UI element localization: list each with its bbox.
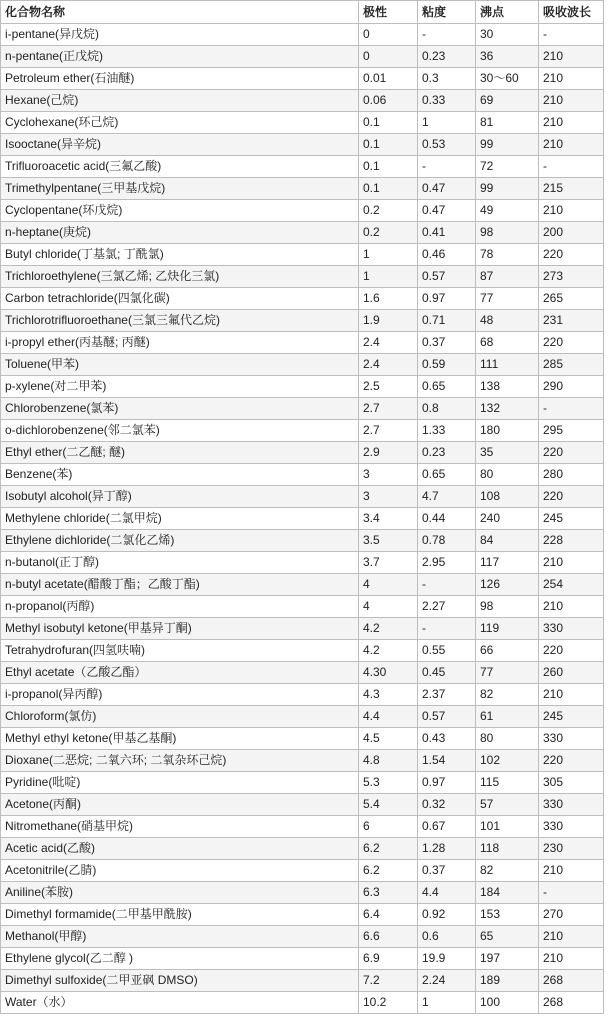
- cell-absorption-wavelength: 210: [539, 948, 604, 970]
- cell-polarity: 1: [359, 244, 418, 266]
- cell-compound-name: n-pentane(正戊烷): [1, 46, 359, 68]
- cell-viscosity: 1: [418, 112, 476, 134]
- cell-compound-name: n-propanol(丙醇): [1, 596, 359, 618]
- cell-boiling-point: 138: [476, 376, 539, 398]
- table-row: [1, 728, 604, 750]
- cell-viscosity: 0.92: [418, 904, 476, 926]
- cell-viscosity: 1.54: [418, 750, 476, 772]
- cell-compound-name: Dimethyl sulfoxide(二甲亚砜 DMSO): [1, 970, 359, 992]
- cell-absorption-wavelength: 330: [539, 816, 604, 838]
- cell-polarity: 0: [359, 24, 418, 46]
- cell-absorption-wavelength: 200: [539, 222, 604, 244]
- header-compound-name: 化合物名称: [1, 1, 359, 24]
- cell-viscosity: -: [418, 156, 476, 178]
- cell-viscosity: 0.67: [418, 816, 476, 838]
- cell-polarity: 5.3: [359, 772, 418, 794]
- cell-polarity: 1: [359, 266, 418, 288]
- cell-compound-name: Methanol(甲醇): [1, 926, 359, 948]
- cell-absorption-wavelength: 231: [539, 310, 604, 332]
- cell-compound-name: Tetrahydrofuran(四氢呋喃): [1, 640, 359, 662]
- cell-boiling-point: 77: [476, 662, 539, 684]
- cell-viscosity: 0.71: [418, 310, 476, 332]
- cell-boiling-point: 82: [476, 860, 539, 882]
- table-row: [1, 244, 604, 266]
- cell-polarity: 2.4: [359, 354, 418, 376]
- table-row: [1, 310, 604, 332]
- cell-viscosity: 0.6: [418, 926, 476, 948]
- cell-viscosity: 0.23: [418, 46, 476, 68]
- cell-absorption-wavelength: 305: [539, 772, 604, 794]
- cell-polarity: 6.2: [359, 838, 418, 860]
- cell-compound-name: Ethylene glycol(乙二醇 ): [1, 948, 359, 970]
- cell-boiling-point: 30～60: [476, 68, 539, 90]
- table-row: [1, 816, 604, 838]
- cell-compound-name: i-propanol(异丙醇): [1, 684, 359, 706]
- cell-boiling-point: 35: [476, 442, 539, 464]
- cell-absorption-wavelength: 220: [539, 442, 604, 464]
- cell-compound-name: Hexane(己烷): [1, 90, 359, 112]
- cell-absorption-wavelength: -: [539, 24, 604, 46]
- header-boiling-point: 沸点: [476, 1, 539, 24]
- cell-polarity: 6: [359, 816, 418, 838]
- cell-polarity: 3.5: [359, 530, 418, 552]
- table-row: [1, 684, 604, 706]
- table-row: [1, 376, 604, 398]
- table-row: [1, 442, 604, 464]
- cell-compound-name: Water（水）: [1, 992, 359, 1014]
- cell-compound-name: Dimethyl formamide(二甲基甲酰胺): [1, 904, 359, 926]
- cell-polarity: 6.6: [359, 926, 418, 948]
- cell-absorption-wavelength: 230: [539, 838, 604, 860]
- cell-polarity: 10.2: [359, 992, 418, 1014]
- table-row: [1, 222, 604, 244]
- cell-polarity: 0.1: [359, 156, 418, 178]
- cell-boiling-point: 61: [476, 706, 539, 728]
- cell-viscosity: 0.41: [418, 222, 476, 244]
- cell-compound-name: Trichloroethylene(三氯乙烯; 乙炔化三氯): [1, 266, 359, 288]
- cell-boiling-point: 119: [476, 618, 539, 640]
- cell-boiling-point: 66: [476, 640, 539, 662]
- cell-absorption-wavelength: 330: [539, 728, 604, 750]
- table-row: [1, 750, 604, 772]
- cell-boiling-point: 81: [476, 112, 539, 134]
- cell-absorption-wavelength: 330: [539, 618, 604, 640]
- cell-polarity: 4: [359, 596, 418, 618]
- cell-compound-name: Chlorobenzene(氯苯): [1, 398, 359, 420]
- cell-viscosity: 1.28: [418, 838, 476, 860]
- cell-polarity: 5.4: [359, 794, 418, 816]
- table-row: [1, 46, 604, 68]
- cell-boiling-point: 68: [476, 332, 539, 354]
- cell-polarity: 4.2: [359, 640, 418, 662]
- cell-polarity: 0: [359, 46, 418, 68]
- cell-polarity: 0.1: [359, 112, 418, 134]
- table-row: [1, 530, 604, 552]
- cell-boiling-point: 69: [476, 90, 539, 112]
- cell-viscosity: 0.57: [418, 706, 476, 728]
- cell-viscosity: 0.57: [418, 266, 476, 288]
- cell-boiling-point: 189: [476, 970, 539, 992]
- cell-compound-name: Trifluoroacetic acid(三氟乙酸): [1, 156, 359, 178]
- cell-boiling-point: 99: [476, 134, 539, 156]
- cell-absorption-wavelength: 330: [539, 794, 604, 816]
- table-row: [1, 266, 604, 288]
- cell-compound-name: Dioxane(二恶烷; 二氧六环; 二氧杂环己烷): [1, 750, 359, 772]
- cell-viscosity: -: [418, 618, 476, 640]
- cell-polarity: 0.2: [359, 200, 418, 222]
- table-row: [1, 662, 604, 684]
- cell-compound-name: Toluene(甲苯): [1, 354, 359, 376]
- cell-boiling-point: 65: [476, 926, 539, 948]
- cell-absorption-wavelength: 270: [539, 904, 604, 926]
- cell-polarity: 3: [359, 464, 418, 486]
- table-row: [1, 508, 604, 530]
- cell-viscosity: 4.4: [418, 882, 476, 904]
- cell-viscosity: 0.65: [418, 464, 476, 486]
- cell-boiling-point: 118: [476, 838, 539, 860]
- table-row: [1, 838, 604, 860]
- cell-boiling-point: 101: [476, 816, 539, 838]
- cell-compound-name: Pyridine(吡啶): [1, 772, 359, 794]
- cell-polarity: 6.4: [359, 904, 418, 926]
- cell-compound-name: Methyl isobutyl ketone(甲基异丁酮): [1, 618, 359, 640]
- cell-viscosity: 19.9: [418, 948, 476, 970]
- table-row: [1, 178, 604, 200]
- cell-boiling-point: 87: [476, 266, 539, 288]
- table-row: [1, 860, 604, 882]
- cell-absorption-wavelength: 210: [539, 860, 604, 882]
- cell-polarity: 2.9: [359, 442, 418, 464]
- cell-boiling-point: 197: [476, 948, 539, 970]
- cell-viscosity: 4.7: [418, 486, 476, 508]
- cell-polarity: 0.1: [359, 178, 418, 200]
- cell-viscosity: 0.37: [418, 332, 476, 354]
- cell-polarity: 4.3: [359, 684, 418, 706]
- cell-absorption-wavelength: 215: [539, 178, 604, 200]
- cell-absorption-wavelength: 210: [539, 134, 604, 156]
- table-row: [1, 90, 604, 112]
- cell-compound-name: Trichlorotrifluoroethane(三氯三氟代乙烷): [1, 310, 359, 332]
- cell-boiling-point: 117: [476, 552, 539, 574]
- cell-boiling-point: 111: [476, 354, 539, 376]
- cell-boiling-point: 98: [476, 222, 539, 244]
- cell-polarity: 3.4: [359, 508, 418, 530]
- cell-absorption-wavelength: 228: [539, 530, 604, 552]
- cell-boiling-point: 49: [476, 200, 539, 222]
- cell-compound-name: Acetonitrile(乙腈): [1, 860, 359, 882]
- cell-compound-name: Cyclohexane(环己烷): [1, 112, 359, 134]
- table-row: [1, 618, 604, 640]
- cell-viscosity: 0.8: [418, 398, 476, 420]
- cell-viscosity: 0.43: [418, 728, 476, 750]
- table-row: [1, 552, 604, 574]
- cell-compound-name: o-dichlorobenzene(邻二氯苯): [1, 420, 359, 442]
- cell-boiling-point: 126: [476, 574, 539, 596]
- cell-viscosity: 0.55: [418, 640, 476, 662]
- cell-compound-name: Carbon tetrachloride(四氯化碳): [1, 288, 359, 310]
- cell-polarity: 6.9: [359, 948, 418, 970]
- table-row: [1, 596, 604, 618]
- cell-polarity: 7.2: [359, 970, 418, 992]
- cell-boiling-point: 80: [476, 464, 539, 486]
- cell-absorption-wavelength: 265: [539, 288, 604, 310]
- cell-absorption-wavelength: -: [539, 398, 604, 420]
- cell-polarity: 3: [359, 486, 418, 508]
- cell-boiling-point: 240: [476, 508, 539, 530]
- cell-compound-name: p-xylene(对二甲苯): [1, 376, 359, 398]
- table-row: [1, 464, 604, 486]
- cell-absorption-wavelength: 220: [539, 750, 604, 772]
- table-row: [1, 420, 604, 442]
- cell-compound-name: Nitromethane(硝基甲烷): [1, 816, 359, 838]
- cell-viscosity: 0.45: [418, 662, 476, 684]
- cell-polarity: 2.5: [359, 376, 418, 398]
- cell-polarity: 3.7: [359, 552, 418, 574]
- cell-absorption-wavelength: 210: [539, 684, 604, 706]
- table-body: [1, 24, 604, 1014]
- cell-compound-name: Trimethylpentane(三甲基戊烷): [1, 178, 359, 200]
- cell-polarity: 4.30: [359, 662, 418, 684]
- cell-compound-name: Ethyl ether(二乙醚; 醚): [1, 442, 359, 464]
- cell-viscosity: 0.65: [418, 376, 476, 398]
- cell-boiling-point: 180: [476, 420, 539, 442]
- cell-absorption-wavelength: 290: [539, 376, 604, 398]
- cell-polarity: 4.2: [359, 618, 418, 640]
- table-row: [1, 926, 604, 948]
- table-row: [1, 354, 604, 376]
- cell-boiling-point: 115: [476, 772, 539, 794]
- table-row: [1, 574, 604, 596]
- cell-boiling-point: 30: [476, 24, 539, 46]
- cell-boiling-point: 132: [476, 398, 539, 420]
- table-row: [1, 640, 604, 662]
- cell-boiling-point: 80: [476, 728, 539, 750]
- cell-viscosity: 0.3: [418, 68, 476, 90]
- cell-absorption-wavelength: 260: [539, 662, 604, 684]
- cell-viscosity: 0.97: [418, 288, 476, 310]
- cell-absorption-wavelength: 254: [539, 574, 604, 596]
- table-row: [1, 794, 604, 816]
- cell-compound-name: Isobutyl alcohol(异丁醇): [1, 486, 359, 508]
- cell-absorption-wavelength: 273: [539, 266, 604, 288]
- table-row: [1, 332, 604, 354]
- cell-absorption-wavelength: 210: [539, 112, 604, 134]
- table-row: [1, 112, 604, 134]
- cell-absorption-wavelength: -: [539, 882, 604, 904]
- cell-viscosity: -: [418, 574, 476, 596]
- table-row: [1, 904, 604, 926]
- cell-absorption-wavelength: 285: [539, 354, 604, 376]
- cell-compound-name: Methyl ethyl ketone(甲基乙基酮): [1, 728, 359, 750]
- cell-viscosity: 1: [418, 992, 476, 1014]
- cell-viscosity: 0.46: [418, 244, 476, 266]
- cell-compound-name: Acetone(丙酮): [1, 794, 359, 816]
- cell-viscosity: 2.27: [418, 596, 476, 618]
- cell-absorption-wavelength: 268: [539, 970, 604, 992]
- cell-polarity: 0.01: [359, 68, 418, 90]
- cell-absorption-wavelength: 210: [539, 552, 604, 574]
- cell-viscosity: 0.78: [418, 530, 476, 552]
- cell-boiling-point: 84: [476, 530, 539, 552]
- cell-compound-name: Chloroform(氯仿): [1, 706, 359, 728]
- cell-polarity: 0.06: [359, 90, 418, 112]
- table-row: [1, 24, 604, 46]
- cell-viscosity: 0.47: [418, 200, 476, 222]
- cell-absorption-wavelength: 210: [539, 926, 604, 948]
- cell-boiling-point: 102: [476, 750, 539, 772]
- cell-compound-name: n-butanol(正丁醇): [1, 552, 359, 574]
- cell-absorption-wavelength: 210: [539, 68, 604, 90]
- cell-compound-name: Ethyl acetate（乙酸乙酯）: [1, 662, 359, 684]
- table-row: [1, 970, 604, 992]
- cell-compound-name: i-pentane(异戊烷): [1, 24, 359, 46]
- cell-boiling-point: 78: [476, 244, 539, 266]
- cell-polarity: 6.3: [359, 882, 418, 904]
- cell-absorption-wavelength: 210: [539, 596, 604, 618]
- cell-compound-name: Petroleum ether(石油醚): [1, 68, 359, 90]
- cell-polarity: 0.1: [359, 134, 418, 156]
- cell-compound-name: Ethylene dichloride(二氯化乙烯): [1, 530, 359, 552]
- cell-boiling-point: 98: [476, 596, 539, 618]
- cell-absorption-wavelength: 245: [539, 706, 604, 728]
- cell-polarity: 4.4: [359, 706, 418, 728]
- cell-boiling-point: 82: [476, 684, 539, 706]
- cell-compound-name: Methylene chloride(二氯甲烷): [1, 508, 359, 530]
- cell-boiling-point: 108: [476, 486, 539, 508]
- table-row: [1, 156, 604, 178]
- table-header-row: [1, 1, 604, 24]
- table-row: [1, 398, 604, 420]
- cell-compound-name: n-butyl acetate(醋酸丁酯；乙酸丁酯): [1, 574, 359, 596]
- cell-absorption-wavelength: 295: [539, 420, 604, 442]
- cell-viscosity: 2.37: [418, 684, 476, 706]
- cell-absorption-wavelength: 245: [539, 508, 604, 530]
- cell-viscosity: 0.59: [418, 354, 476, 376]
- cell-polarity: 6.2: [359, 860, 418, 882]
- cell-viscosity: 0.23: [418, 442, 476, 464]
- cell-boiling-point: 184: [476, 882, 539, 904]
- cell-polarity: 2.7: [359, 420, 418, 442]
- cell-viscosity: 0.32: [418, 794, 476, 816]
- cell-absorption-wavelength: 220: [539, 244, 604, 266]
- cell-polarity: 4: [359, 574, 418, 596]
- table-row: [1, 882, 604, 904]
- table-row: [1, 288, 604, 310]
- cell-viscosity: 0.37: [418, 860, 476, 882]
- table-row: [1, 68, 604, 90]
- cell-absorption-wavelength: 210: [539, 200, 604, 222]
- cell-compound-name: Benzene(苯): [1, 464, 359, 486]
- cell-polarity: 4.8: [359, 750, 418, 772]
- cell-polarity: 4.5: [359, 728, 418, 750]
- cell-viscosity: 2.95: [418, 552, 476, 574]
- cell-absorption-wavelength: 220: [539, 332, 604, 354]
- cell-absorption-wavelength: 268: [539, 992, 604, 1014]
- cell-viscosity: -: [418, 24, 476, 46]
- cell-polarity: 1.6: [359, 288, 418, 310]
- cell-compound-name: i-propyl ether(丙基醚; 丙醚): [1, 332, 359, 354]
- cell-compound-name: n-heptane(庚烷): [1, 222, 359, 244]
- cell-viscosity: 0.53: [418, 134, 476, 156]
- cell-boiling-point: 36: [476, 46, 539, 68]
- header-absorption-wavelength: 吸收波长: [539, 1, 604, 24]
- cell-boiling-point: 153: [476, 904, 539, 926]
- cell-absorption-wavelength: 220: [539, 486, 604, 508]
- table-row: [1, 948, 604, 970]
- header-polarity: 极性: [359, 1, 418, 24]
- cell-boiling-point: 57: [476, 794, 539, 816]
- cell-compound-name: Acetic acid(乙酸): [1, 838, 359, 860]
- cell-viscosity: 0.47: [418, 178, 476, 200]
- cell-compound-name: Aniline(苯胺): [1, 882, 359, 904]
- cell-viscosity: 0.44: [418, 508, 476, 530]
- cell-viscosity: 1.33: [418, 420, 476, 442]
- cell-viscosity: 2.24: [418, 970, 476, 992]
- cell-absorption-wavelength: -: [539, 156, 604, 178]
- cell-compound-name: Isooctane(异辛烷): [1, 134, 359, 156]
- cell-absorption-wavelength: 210: [539, 90, 604, 112]
- table-row: [1, 134, 604, 156]
- cell-viscosity: 0.97: [418, 772, 476, 794]
- table-row: [1, 200, 604, 222]
- cell-absorption-wavelength: 210: [539, 46, 604, 68]
- cell-boiling-point: 77: [476, 288, 539, 310]
- header-viscosity: 粘度: [418, 1, 476, 24]
- cell-boiling-point: 48: [476, 310, 539, 332]
- cell-boiling-point: 72: [476, 156, 539, 178]
- cell-boiling-point: 100: [476, 992, 539, 1014]
- cell-compound-name: Cyclopentane(环戊烷): [1, 200, 359, 222]
- cell-compound-name: Butyl chloride(丁基氯; 丁酰氯): [1, 244, 359, 266]
- cell-absorption-wavelength: 220: [539, 640, 604, 662]
- cell-polarity: 2.7: [359, 398, 418, 420]
- table-row: [1, 486, 604, 508]
- table-row: [1, 992, 604, 1014]
- cell-boiling-point: 99: [476, 178, 539, 200]
- cell-polarity: 0.2: [359, 222, 418, 244]
- cell-absorption-wavelength: 280: [539, 464, 604, 486]
- cell-polarity: 2.4: [359, 332, 418, 354]
- cell-polarity: 1.9: [359, 310, 418, 332]
- cell-viscosity: 0.33: [418, 90, 476, 112]
- table-row: [1, 772, 604, 794]
- table-row: [1, 706, 604, 728]
